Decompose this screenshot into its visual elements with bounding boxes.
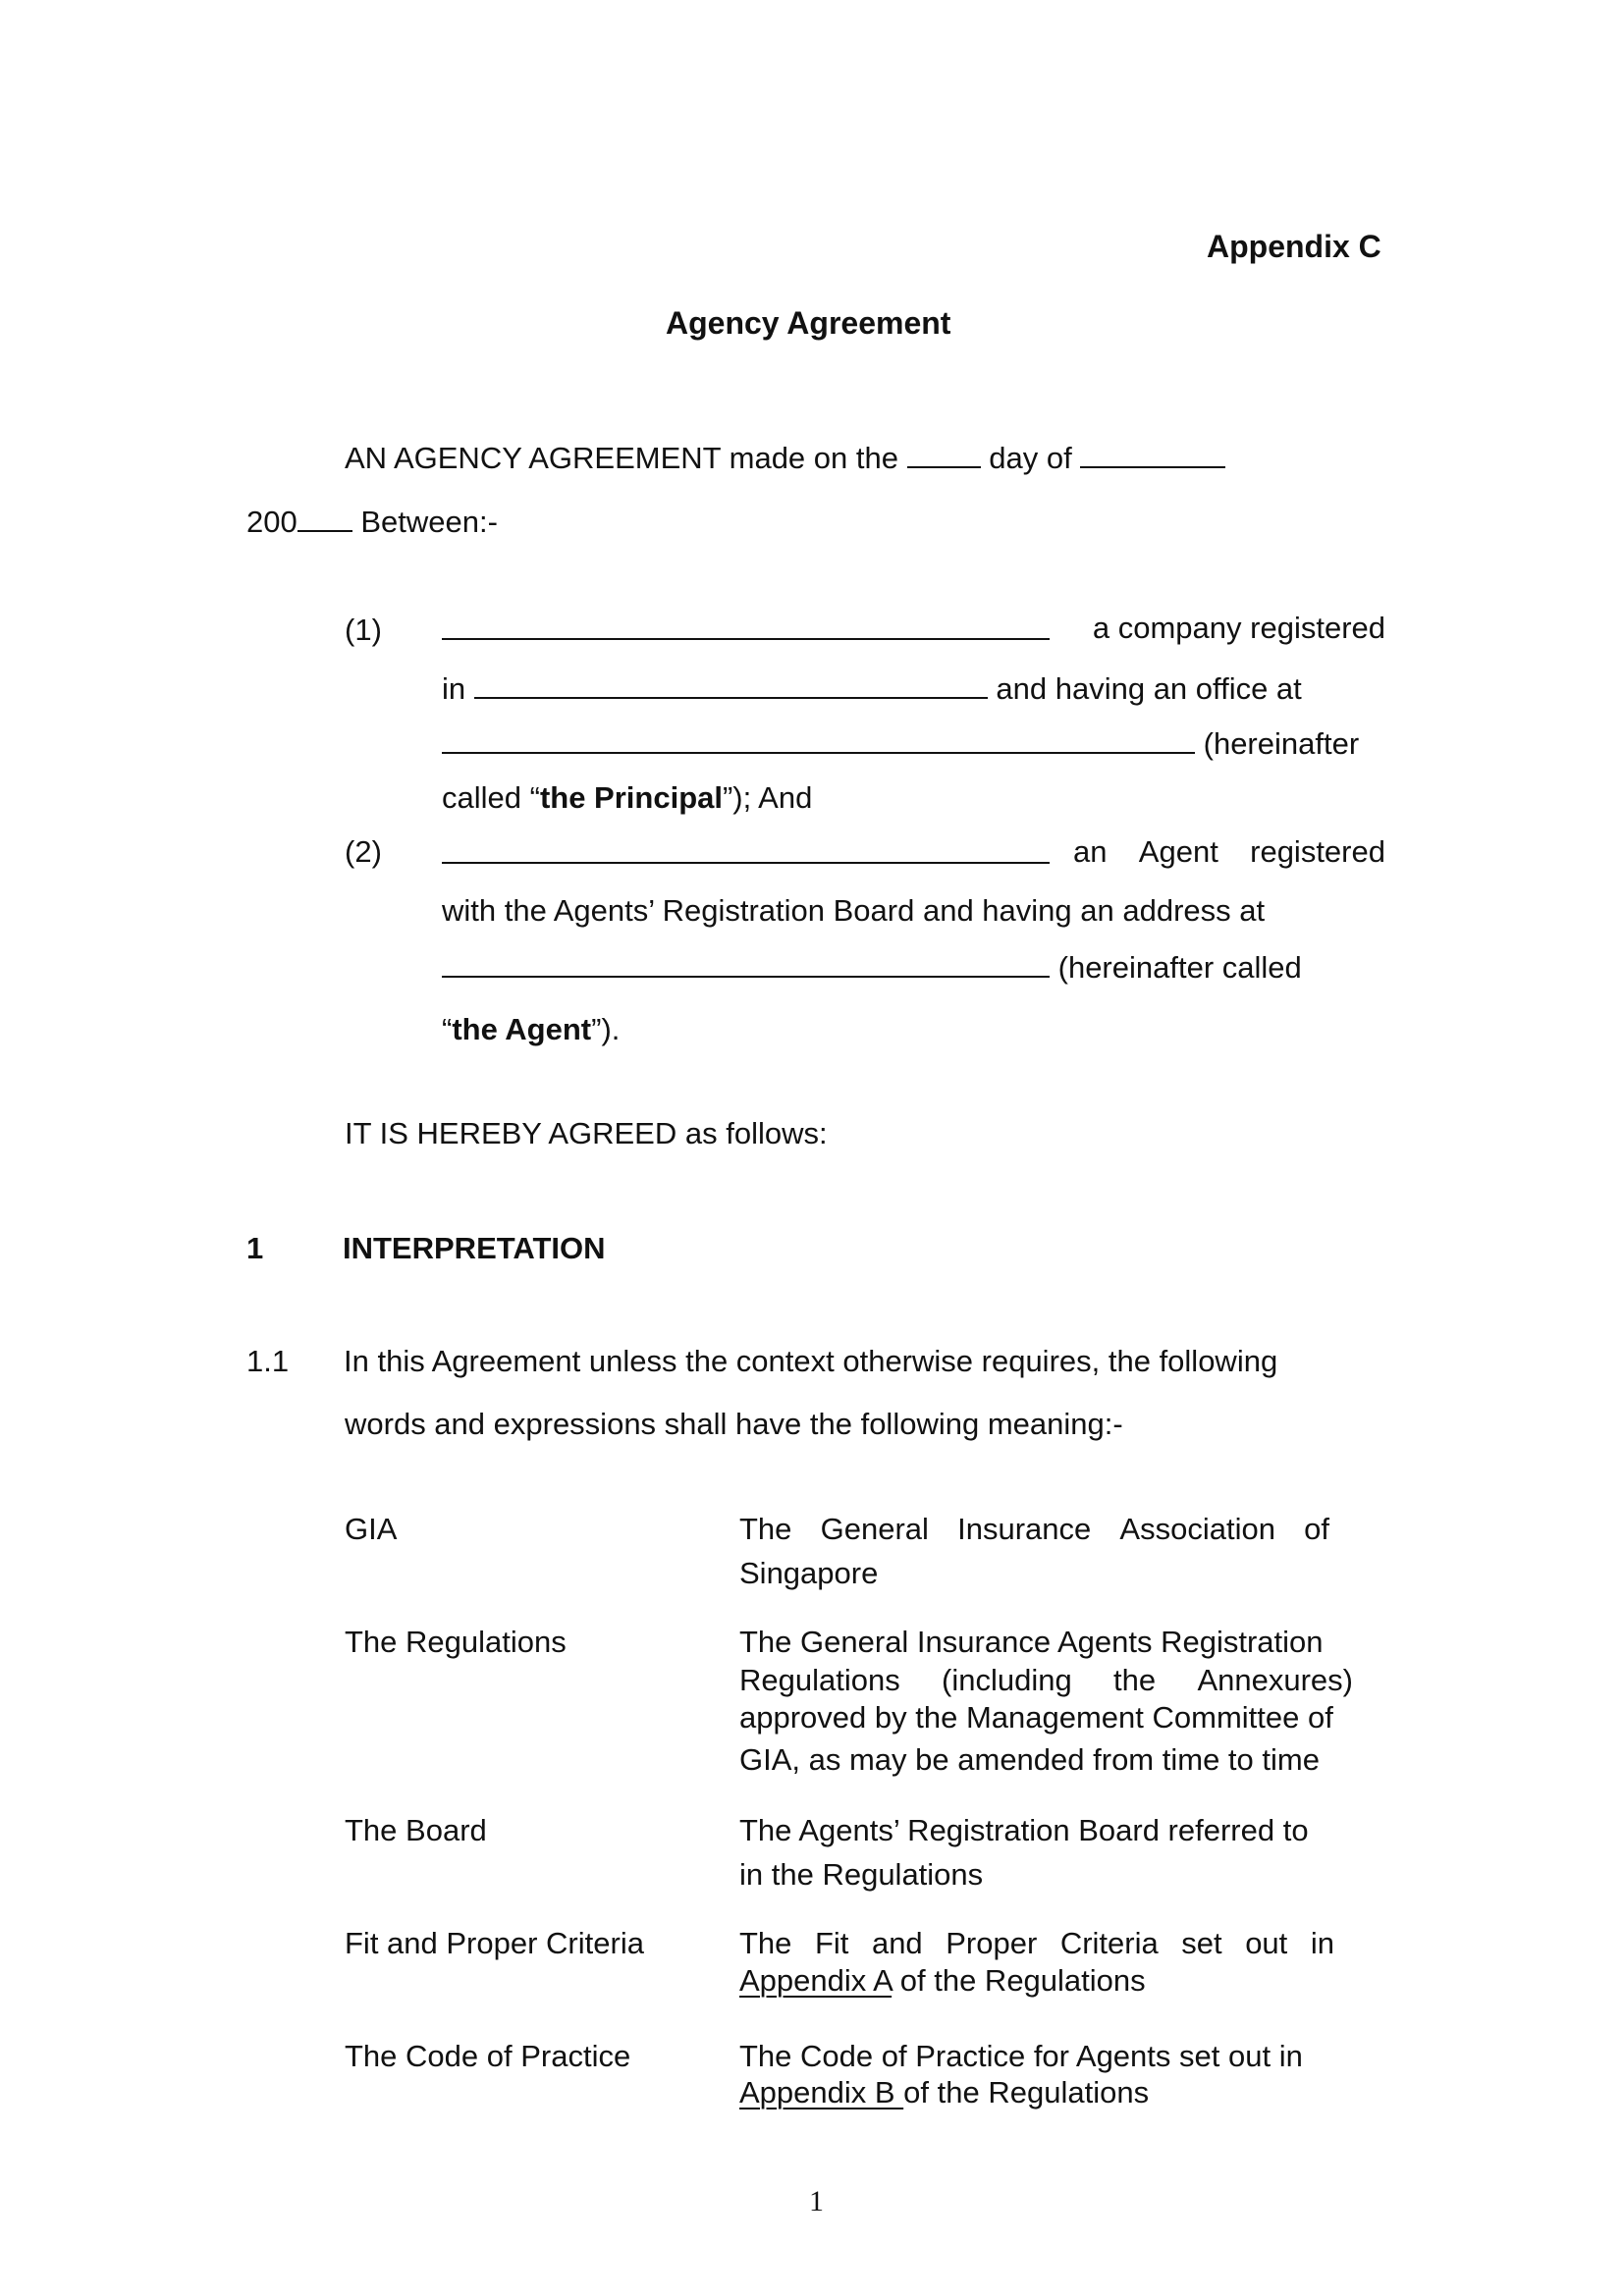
principal-defined-term: the Principal bbox=[539, 780, 723, 815]
definition-line-rest: of the Regulations bbox=[903, 2075, 1150, 2109]
definition-line: The Agents’ Registration Board referred to bbox=[739, 1813, 1309, 1847]
party-2-line-2: with the Agents’ Registration Board and having an address at bbox=[442, 893, 1266, 928]
quote-close: ”). bbox=[591, 1012, 621, 1046]
clause-1-1-line-1: In this Agreement unless the context otherwise requires, the following bbox=[344, 1344, 1278, 1378]
agent-name-blank[interactable] bbox=[442, 836, 1050, 864]
appendix-b-link[interactable]: Appendix B bbox=[739, 2075, 904, 2109]
hereinafter-text: (hereinafter bbox=[1203, 726, 1360, 761]
page-number: 1 bbox=[809, 2185, 824, 2217]
definition-term: Fit and Proper Criteria bbox=[345, 1926, 644, 1960]
definition-line-justified: Regulations (including the Annexures) bbox=[739, 1663, 1353, 1697]
word-registered: registered bbox=[1250, 834, 1385, 869]
definition-line-rest: of the Regulations bbox=[892, 1963, 1146, 1998]
definition-line: in the Regulations bbox=[739, 1857, 984, 1892]
party-1-line-4 bbox=[442, 782, 812, 813]
definition-line-justified: The General Insurance Association of bbox=[739, 1512, 1329, 1546]
called-text: called “ bbox=[442, 780, 540, 815]
definition-line: approved by the Management Committee of bbox=[739, 1700, 1333, 1735]
definition-line: The Code of Practice for Agents set out in bbox=[739, 2039, 1303, 2073]
party-1-line-3 bbox=[442, 726, 1359, 759]
party-1-line-1 bbox=[442, 613, 1385, 645]
agent-address-blank[interactable] bbox=[442, 950, 1050, 978]
day-blank[interactable] bbox=[907, 441, 981, 468]
between-text: Between:- bbox=[360, 505, 498, 539]
preamble-line-2 bbox=[246, 505, 498, 537]
hereinafter-called-text: (hereinafter called bbox=[1057, 950, 1302, 985]
party-2-line-3 bbox=[442, 950, 1302, 983]
definition-line: The General Insurance Agents Registration bbox=[739, 1625, 1324, 1659]
year-blank[interactable] bbox=[298, 505, 352, 532]
definition-line: GIA, as may be amended from time to time bbox=[739, 1742, 1320, 1777]
month-blank[interactable] bbox=[1080, 441, 1225, 468]
document-title: Agency Agreement bbox=[666, 305, 951, 341]
principal-country-blank[interactable] bbox=[474, 671, 988, 699]
appendix-label: Appendix C bbox=[1207, 229, 1381, 264]
preamble-text-b: day of bbox=[989, 441, 1072, 475]
definition-term: The Regulations bbox=[345, 1625, 567, 1659]
year-prefix: 200 bbox=[246, 505, 298, 539]
party-2-line-1 bbox=[442, 836, 1385, 869]
clause-1-1-number: 1.1 bbox=[246, 1344, 290, 1378]
principal-address-blank[interactable] bbox=[442, 726, 1195, 754]
appendix-a-link[interactable]: Appendix A bbox=[739, 1963, 893, 1998]
definition-term: GIA bbox=[345, 1512, 398, 1546]
word-an: an bbox=[1073, 834, 1108, 869]
party-1-number: (1) bbox=[345, 613, 382, 647]
definition-line bbox=[739, 2077, 1149, 2108]
office-text: and having an office at bbox=[996, 671, 1302, 706]
definition-line bbox=[739, 1965, 1146, 1996]
definition-term: The Code of Practice bbox=[345, 2039, 631, 2073]
quote-open: “ bbox=[442, 1012, 453, 1046]
preamble-line-1 bbox=[345, 441, 1225, 473]
section-1-heading: INTERPRETATION bbox=[343, 1231, 606, 1265]
principal-name-blank[interactable] bbox=[442, 613, 1050, 640]
agent-defined-term: the Agent bbox=[452, 1012, 592, 1046]
preamble-text-a: AN AGENCY AGREEMENT made on the bbox=[345, 441, 898, 475]
party-2-line-1-text bbox=[1073, 836, 1385, 867]
definition-line-justified: The Fit and Proper Criteria set out in bbox=[739, 1926, 1334, 1960]
party-2-number: (2) bbox=[345, 834, 382, 869]
party-1-line-2 bbox=[442, 671, 1302, 704]
definition-line: Singapore bbox=[739, 1556, 879, 1590]
word-agent: Agent bbox=[1138, 834, 1218, 869]
and-text: ”); And bbox=[722, 780, 813, 815]
section-1-number: 1 bbox=[246, 1231, 264, 1265]
definition-term: The Board bbox=[345, 1813, 487, 1847]
party-1-line-1-text: a company registered bbox=[1092, 611, 1385, 645]
agreed-statement: IT IS HEREBY AGREED as follows: bbox=[345, 1116, 828, 1150]
in-text: in bbox=[442, 671, 466, 706]
party-2-line-4 bbox=[442, 1014, 620, 1044]
clause-1-1-line-2: words and expressions shall have the following meaning:- bbox=[345, 1407, 1123, 1441]
